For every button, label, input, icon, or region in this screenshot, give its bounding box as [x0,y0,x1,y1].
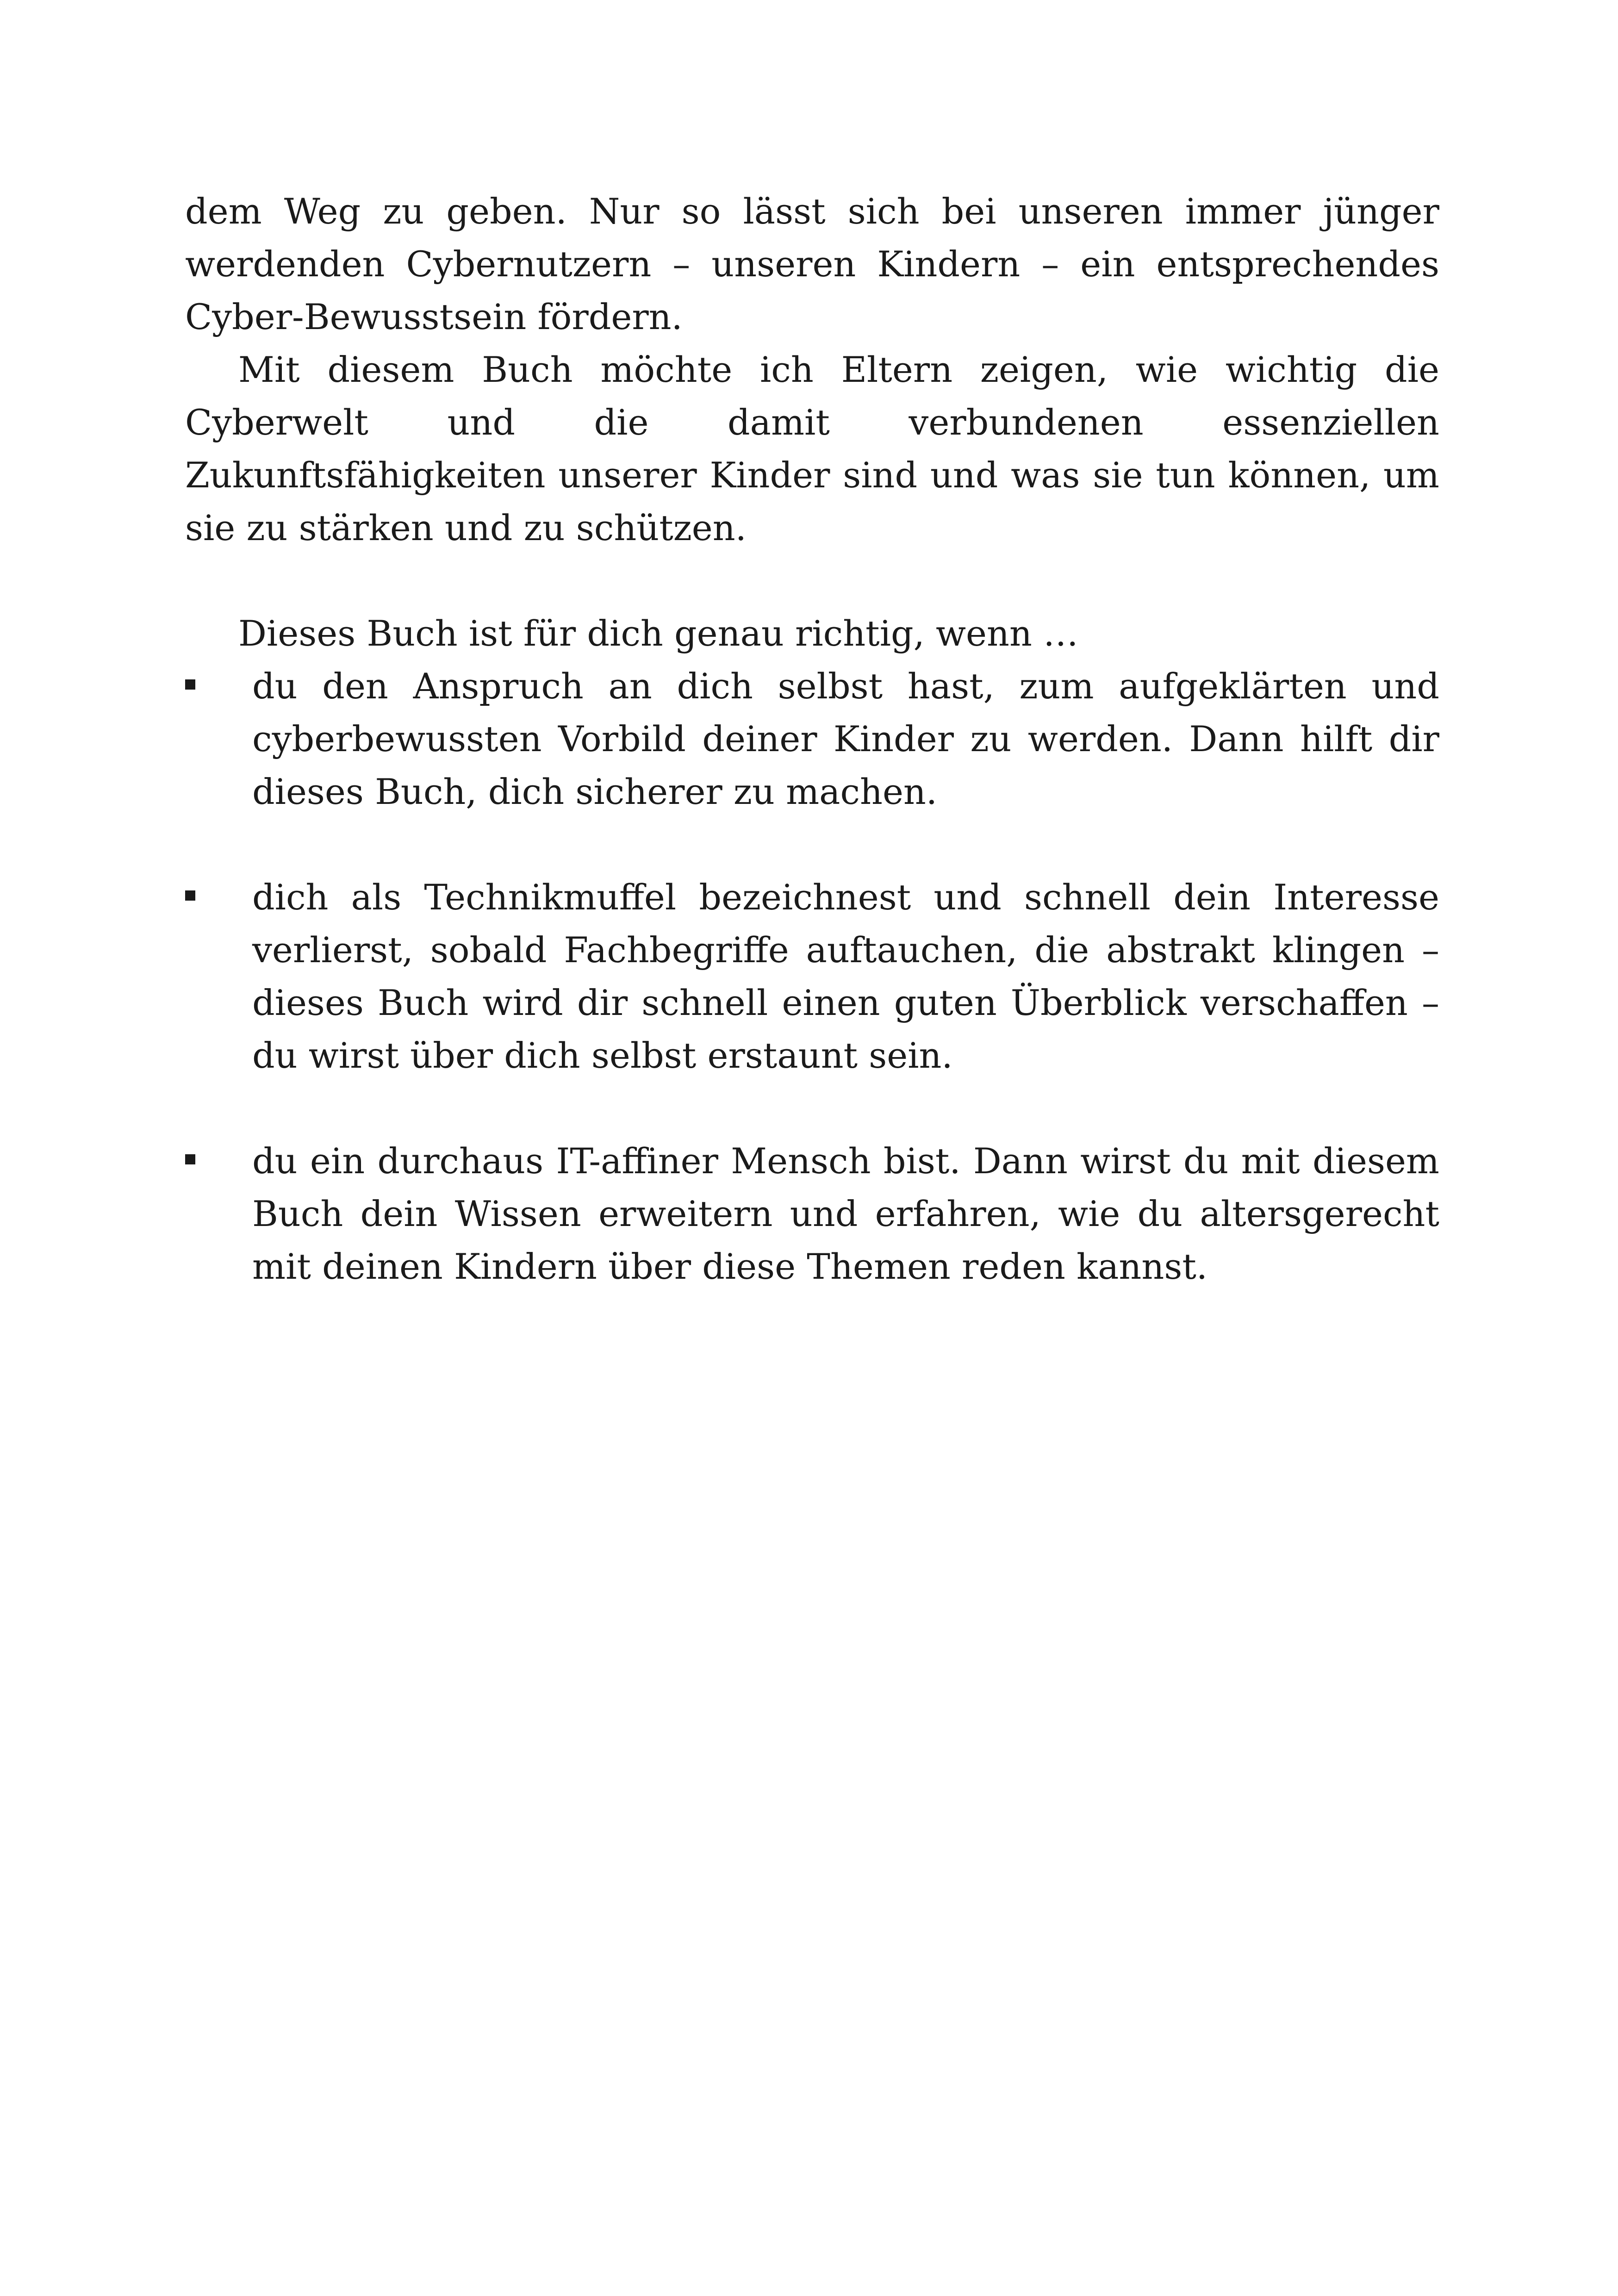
square-bullet-icon [185,1154,195,1164]
paragraph-continued: dem Weg zu geben. Nur so lässt sich bei unseren immer jünger werdenden Cybernutzern – unseren Kindern – ein entsprechendes Cyber-Bewusstsein fördern. [185,191,1439,337]
list-item [185,871,1439,1082]
bullet-list-lead: Dieses Buch ist für dich genau richtig, wenn … [238,613,1079,654]
list-item [185,1135,1439,1293]
list-item-text: dich als Technikmuffel bezeichnest und schnell dein Interesse verlierst, sobald Fachbegriffe auftauchen, die abstrakt klingen – dieses Buch wird dir schnell einen guten Überblick verschaffen – du wirst über dich selbst erstaunt sein. [252,877,1439,1076]
bullet-list [185,660,1439,1293]
list-item-text: du ein durchaus IT-affiner Mensch bist. Dann wirst du mit diesem Buch dein Wissen erweitern und erfahren, wie du altersgerecht mit deinen Kindern über diese Themen reden kannst. [252,1140,1439,1287]
paragraph-purpose: Mit diesem Buch möchte ich Eltern zeigen, wie wichtig die Cyberwelt und die damit verbundenen essenziellen Zukunftsfähigkeiten unserer Kinder sind und was sie tun können, um sie zu stärken und zu schützen. [185,349,1439,548]
list-item-text: du den Anspruch an dich selbst hast, zum aufgeklärten und cyberbewussten Vorbild deiner Kinder zu werden. Dann hilft dir dieses Buch, dich sicherer zu machen. [252,666,1439,812]
list-item [185,660,1439,818]
square-bullet-icon [185,679,195,690]
square-bullet-icon [185,890,195,901]
document-page [185,185,1439,1346]
